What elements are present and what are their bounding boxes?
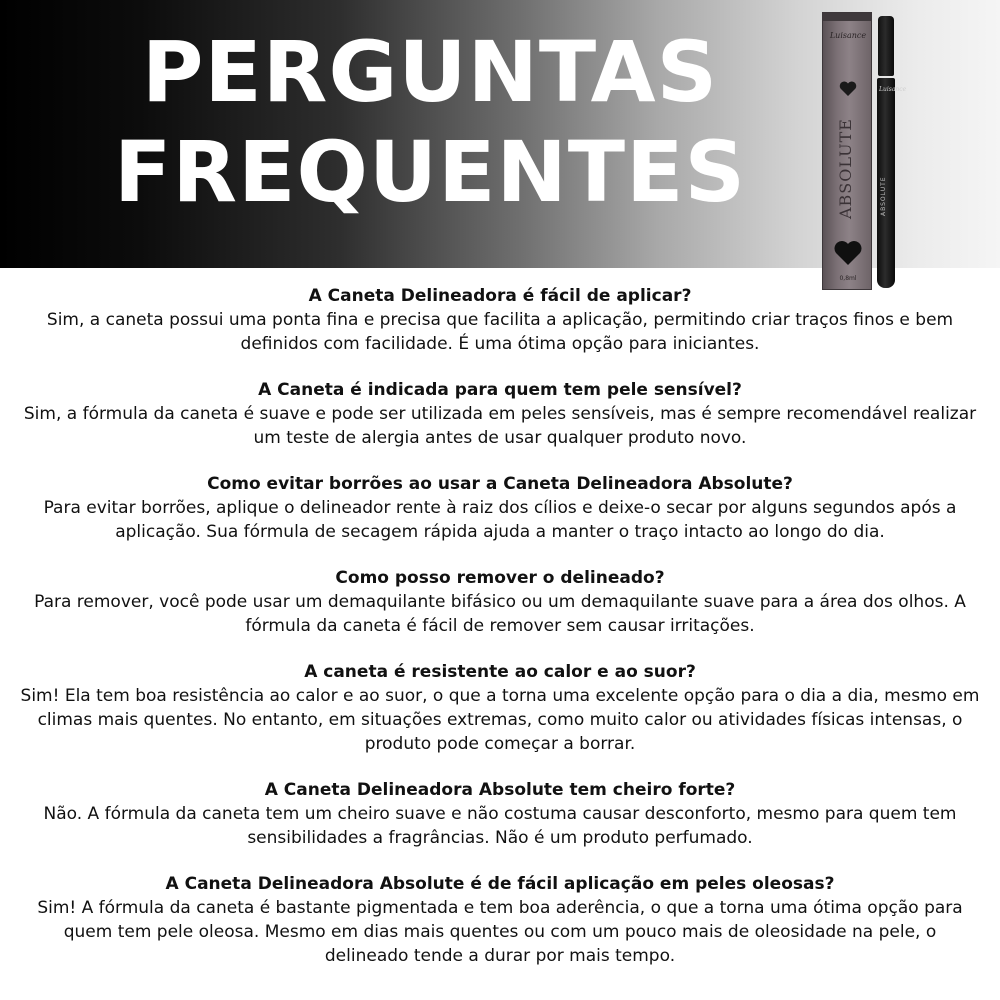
box-top-edge: [823, 13, 871, 21]
faq-answer: Para remover, você pode usar um demaquilante bifásico ou um demaquilante suave para a área dos olhos. A fórmula da caneta é fácil de remover sem causar irritações.: [34, 592, 966, 636]
faq-question: A Caneta Delineadora é fácil de aplicar?: [308, 286, 692, 306]
faq-item: [20, 284, 980, 356]
faq-item: [20, 378, 980, 450]
eyeliner-pen-image: [876, 16, 907, 290]
page-title-line2: FREQUENTES: [114, 123, 746, 221]
pen-cap: [878, 16, 894, 76]
faq-answer: Para evitar borrões, aplique o delineador rente à raiz dos cílios e deixe-o secar por alguns segundos após a aplicação. Sua fórmula de secagem rápida ajuda a manter o traço intacto ao longo do dia.: [43, 498, 957, 542]
page-title-line1: PERGUNTAS: [141, 23, 719, 121]
faq-item: [20, 872, 980, 968]
faq-list: [20, 284, 980, 990]
faq-item: [20, 778, 980, 850]
box-brand-logo: Luisance: [829, 31, 867, 40]
pen-brand-logo: Luisance: [879, 86, 907, 93]
faq-question: Como posso remover o delineado?: [335, 568, 665, 588]
faq-question: A caneta é resistente ao calor e ao suor?: [304, 662, 696, 682]
faq-question: A Caneta Delineadora Absolute é de fácil aplicação em peles oleosas?: [165, 874, 835, 894]
box-product-name: ABSOLUTE: [836, 118, 855, 220]
pen-product-label: ABSOLUTE: [880, 176, 887, 216]
faq-answer: Sim, a fórmula da caneta é suave e pode ser utilizada em peles sensíveis, mas é sempre recomendável realizar um teste de alergia antes de usar qualquer produto novo.: [23, 404, 977, 448]
box-volume-label: 0,8ml: [839, 275, 857, 282]
faq-answer: Sim, a caneta possui uma ponta fina e precisa que facilita a aplicação, permitindo criar traços finos e bem definidos com facilidade. É uma ótima opção para iniciantes.: [46, 310, 954, 354]
faq-answer: Não. A fórmula da caneta tem um cheiro suave e não costuma causar desconforto, mesmo para quem tem sensibilidades a fragrâncias. Não é um produto perfumado.: [43, 804, 957, 848]
product-box-image: [822, 12, 872, 290]
faq-item: [20, 566, 980, 638]
heart-window-icon: [832, 237, 864, 269]
faq-question: A Caneta é indicada para quem tem pele sensível?: [258, 380, 742, 400]
faq-item: [20, 472, 980, 544]
faq-answer: Sim! Ela tem boa resistência ao calor e ao suor, o que a torna uma excelente opção para o dia a dia, mesmo em climas mais quentes. No entanto, em situações extremas, como muito calor ou atividades físicas intensas, o produto pode começar a borrar.: [20, 686, 980, 754]
faq-answer: Sim! A fórmula da caneta é bastante pigmentada e tem boa aderência, o que a torna uma ótima opção para quem tem pele oleosa. Mesmo em dias mais quentes ou com um pouco mais de oleosidade na pele, o delineado tende a durar por mais tempo.: [37, 898, 963, 966]
faq-question: Como evitar borrões ao usar a Caneta Delineadora Absolute?: [207, 474, 793, 494]
faq-item: [20, 660, 980, 756]
faq-question: A Caneta Delineadora Absolute tem cheiro forte?: [264, 780, 736, 800]
heart-icon: [838, 79, 858, 99]
